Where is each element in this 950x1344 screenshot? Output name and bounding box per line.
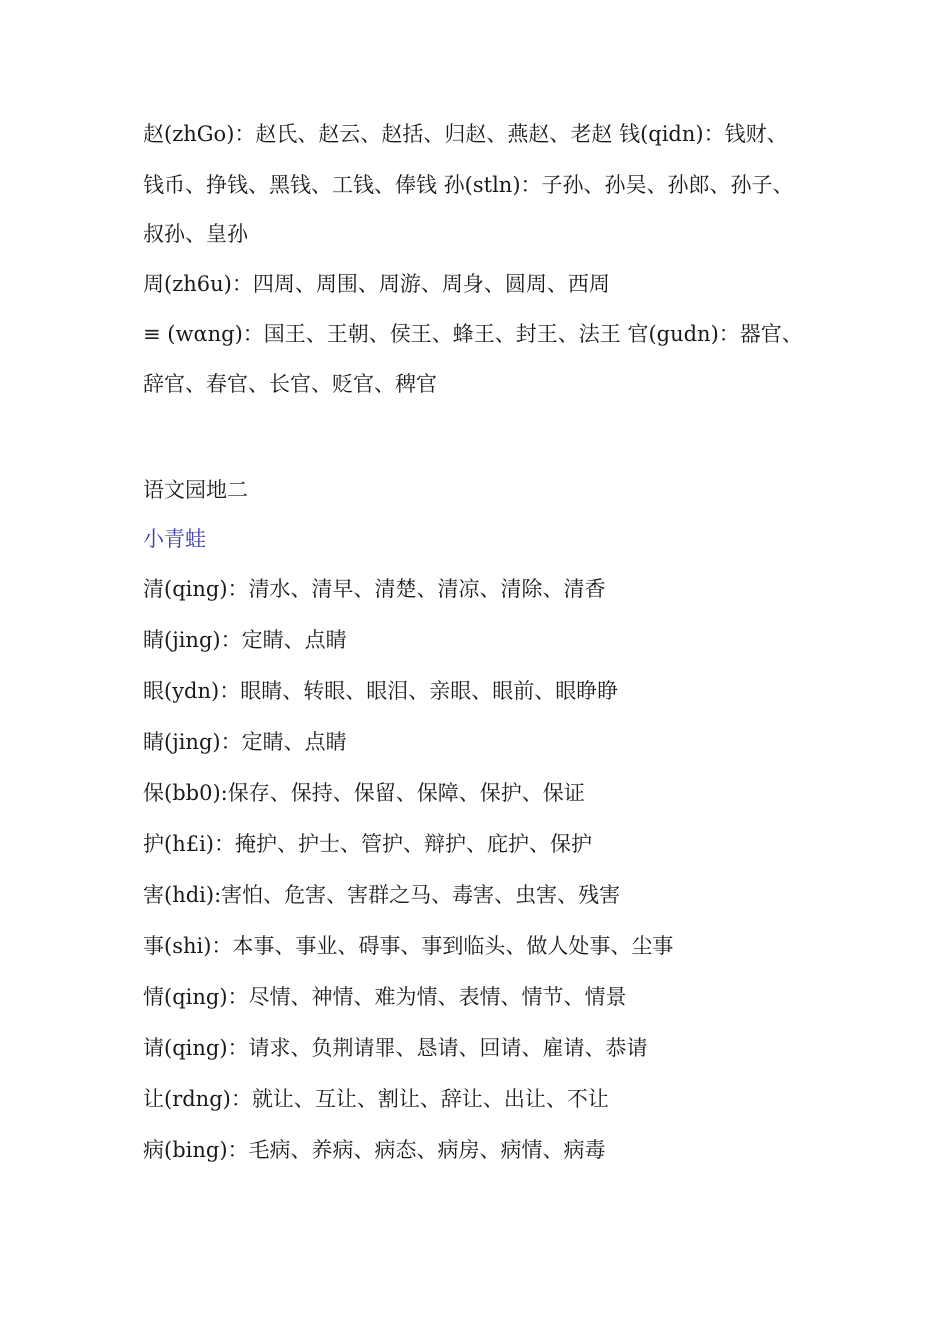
vocab-line: 清(qing)：清水、清早、清楚、清凉、清除、清香 [143,577,606,601]
section-title: 语文园地二 [143,478,248,502]
vocab-line: 保(bb0):保存、保持、保留、保障、保护、保证 [143,781,585,805]
text-line: 赵(zhGo)：赵氏、赵云、赵括、归赵、燕赵、老赵 钱(qidn)：钱财、 [143,122,788,146]
vocab-line: 请(qing)：请求、负荆请罪、恳请、回请、雇请、恭请 [143,1036,648,1060]
lesson-title: 小青蛙 [143,527,206,551]
vocab-line: 事(shi)：本事、事业、碍事、事到临头、做人处事、尘事 [143,934,674,958]
vocab-line: 护(h£i)：掩护、护士、管护、辩护、庇护、保护 [143,832,592,856]
text-line: 周(zh6u)：四周、周围、周游、周身、圆周、西周 [143,272,610,296]
vocab-line: 病(bing)：毛病、养病、病态、病房、病情、病毒 [143,1138,606,1162]
vocab-line: 睛(jing)：定睛、点睛 [143,628,347,652]
vocab-line: 害(hdi):害怕、危害、害群之马、毒害、虫害、残害 [143,883,621,907]
text-line: 辞官、春官、长官、贬官、稗官 [143,372,437,396]
text-line: ≡ (wαng)：国王、王朝、侯王、蜂王、封王、法王 官(gudn)：器官、 [143,322,803,346]
text-line: 叔孙、皇孙 [143,222,248,246]
vocab-line: 睛(jing)：定睛、点睛 [143,730,347,754]
text-line: 钱币、挣钱、黑钱、工钱、俸钱 孙(stln)：子孙、孙吴、孙郎、孙子、 [143,173,794,197]
vocab-line: 眼(ydn)：眼睛、转眼、眼泪、亲眼、眼前、眼睁睁 [143,679,619,703]
vocab-line: 让(rdng)：就让、互让、割让、辞让、出让、不让 [143,1087,609,1111]
vocab-line: 情(qing)：尽情、神情、难为情、表情、情节、情景 [143,985,627,1009]
